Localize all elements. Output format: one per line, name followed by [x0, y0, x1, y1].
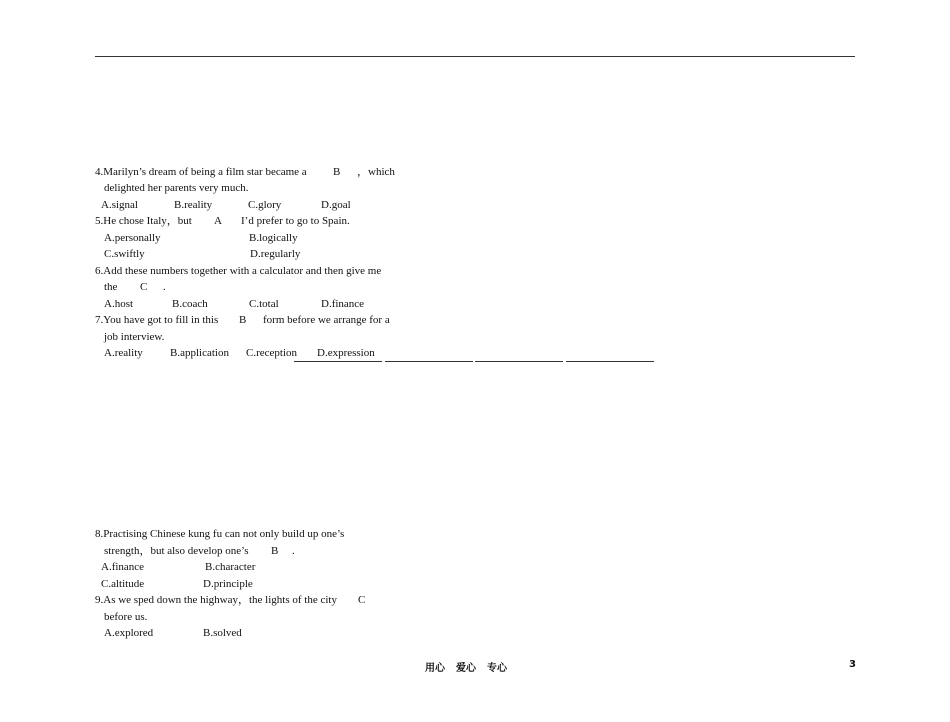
- q7-stem: 7.You have got to fill in this: [95, 314, 219, 326]
- q8-answer: B: [271, 545, 279, 557]
- q9-stem: 9.As we sped down the highway，the lights of the city: [95, 594, 337, 606]
- q5-option-a: A.personally: [104, 232, 161, 244]
- q8-option-a: A.finance: [101, 561, 145, 573]
- q5-answer: A: [214, 215, 222, 227]
- q5-stem-tail: I’d prefer to go to Spain.: [241, 215, 350, 227]
- q4-stem: 4.Marilyn’s dream of being a film star became a: [95, 166, 307, 178]
- q6-option-a: A.host: [104, 298, 134, 310]
- answer-blank-line: [385, 361, 473, 362]
- q9-stem-line2: before us.: [104, 611, 148, 623]
- answer-blank-line: [566, 361, 654, 362]
- header-rule: [95, 56, 855, 57]
- q6-stem: 6.Add these numbers together with a calculator and then give me: [95, 265, 382, 277]
- q7-stem-tail: form before we arrange for a: [263, 314, 390, 326]
- q6-option-c: C.total: [249, 298, 279, 310]
- q6-answer: C: [140, 281, 148, 293]
- q7-option-d: D.expression: [317, 347, 375, 359]
- q7-option-c: C.reception: [246, 347, 298, 359]
- q7-stem-line2: job interview.: [104, 331, 165, 343]
- q8-option-b: B.character: [205, 561, 256, 573]
- footer-slogan-2: 爱心: [456, 663, 476, 674]
- footer-slogan-3: 专心: [487, 663, 507, 674]
- q9-option-b: B.solved: [203, 627, 242, 639]
- q5-stem: 5.He chose Italy，but: [95, 215, 192, 227]
- q4-stem-line2: delighted her parents very much.: [104, 182, 249, 194]
- q8-option-c: C.altitude: [101, 578, 145, 590]
- answer-blank-line: [294, 361, 382, 362]
- q9-option-a: A.explored: [104, 627, 154, 639]
- q4-option-d: D.goal: [321, 199, 351, 211]
- q6-option-d: D.finance: [321, 298, 365, 310]
- q9-answer: C: [358, 594, 366, 606]
- page-number: 3: [849, 659, 856, 670]
- q7-answer: B: [239, 314, 247, 326]
- footer-slogan-1: 用心: [425, 663, 445, 674]
- q8-stem-tail: .: [292, 545, 295, 557]
- q7-option-b: B.application: [170, 347, 229, 359]
- q5-option-c: C.swiftly: [104, 248, 145, 260]
- q4-stem-tail: ，which: [357, 166, 395, 178]
- q4-option-b: B.reality: [174, 199, 213, 211]
- q4-answer: B: [333, 166, 341, 178]
- answer-blank-line: [475, 361, 563, 362]
- q8-stem: 8.Practising Chinese kung fu can not only build up one’s: [95, 528, 345, 540]
- q6-option-b: B.coach: [172, 298, 208, 310]
- q6-stem-line2: the: [104, 281, 118, 293]
- q7-option-a: A.reality: [104, 347, 143, 359]
- q5-option-b: B.logically: [249, 232, 298, 244]
- q5-option-d: D.regularly: [250, 248, 301, 260]
- q4-option-a: A.signal: [101, 199, 138, 211]
- q8-stem-line2: strength，but also develop one’s: [104, 545, 249, 557]
- q4-option-c: C.glory: [248, 199, 282, 211]
- q8-option-d: D.principle: [203, 578, 253, 590]
- q6-stem-tail: .: [163, 281, 166, 293]
